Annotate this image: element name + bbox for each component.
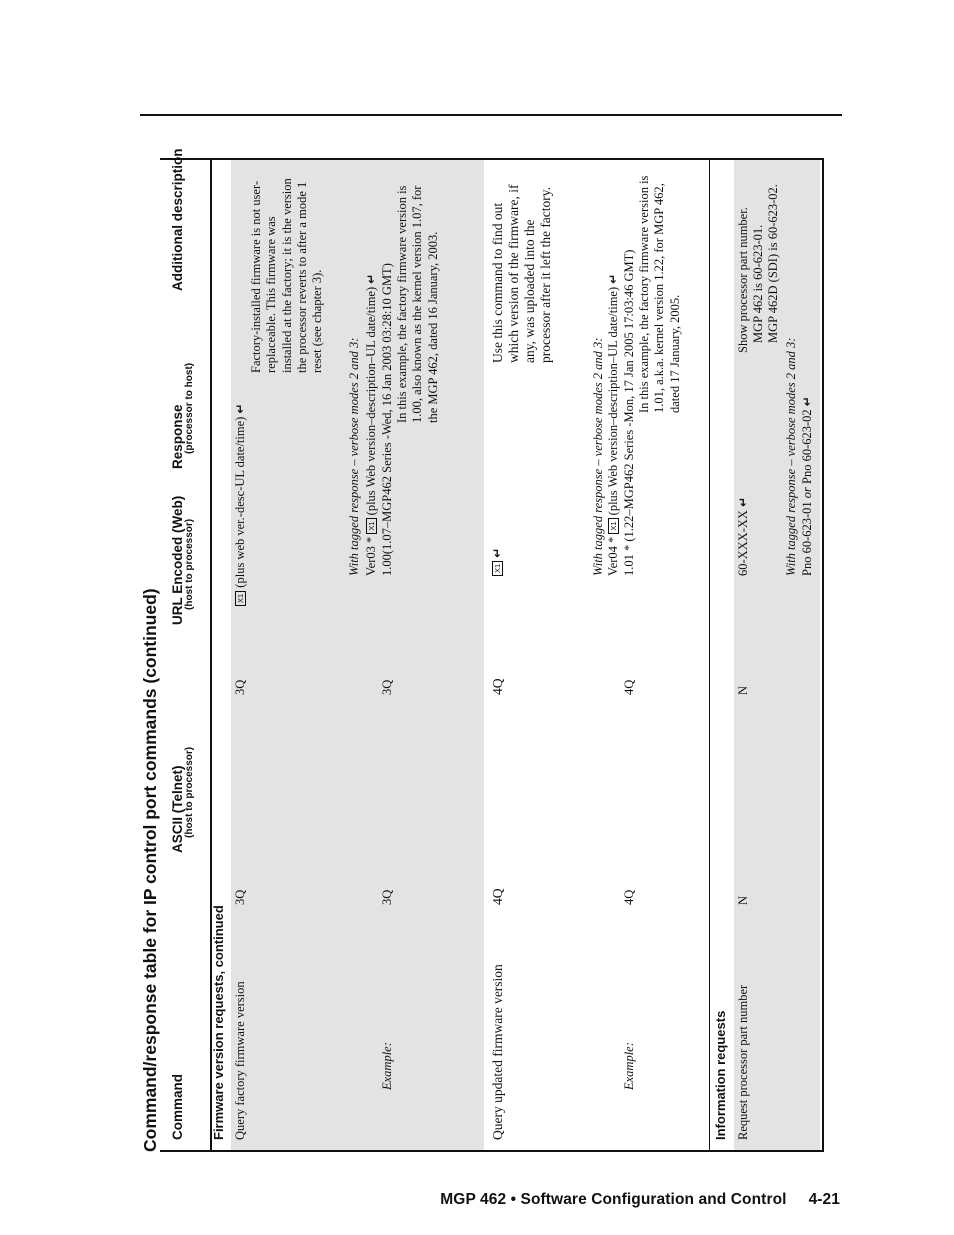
factory-example-description: In this example, the factory firmware version is 1.00, also known as the kernel version 1.07, for the MGP 462, dated 16 January, 2003. (395, 185, 440, 423)
updated-command: Query updated firmware version (490, 964, 505, 1140)
partnum-desc-line1: Show processor part number. (736, 207, 750, 353)
row-updated-band (488, 160, 706, 1150)
command-table (160, 148, 824, 1152)
table-header (160, 148, 212, 1150)
factory-ascii: 3Q (233, 889, 247, 905)
partnum-desc-line3: MGP 462D (SDI) is 60-623-02. (766, 184, 780, 343)
return-icon: ↵ (800, 396, 814, 407)
header-url (170, 496, 195, 625)
return-icon: ↵ (233, 403, 247, 414)
factory-response (233, 403, 248, 606)
partnum-response-text: 60-XXX-XX (736, 510, 750, 576)
return-icon: ↵ (490, 547, 504, 558)
factory-example-ascii: 3Q (380, 889, 394, 905)
row-partnum-band (734, 160, 820, 1150)
updated-example-description: In this example, the factory firmware version is 1.01, a.k.a. kernel version 1.22, for MGP 462, dated 17 January, 2005. (637, 175, 682, 413)
x1-variable-icon: X1 (608, 518, 619, 533)
footer-text: MGP 462 • Software Configuration and Control (440, 1191, 787, 1208)
factory-command: Query factory firmware version (233, 981, 247, 1140)
x1-variable-icon: X1 (492, 561, 503, 576)
factory-url: 3Q (233, 679, 247, 695)
factory-response-text: (plus web ver.-desc-UL date/time) (233, 416, 247, 588)
header-response (170, 363, 195, 469)
page-number: 4-21 (808, 1191, 840, 1208)
factory-description: Factory-installed firmware is not user-replaceable. This firmware was installed at the factory; it is the version the processor reverts to after a mode 1 reset (see chapter 3). (249, 178, 325, 373)
factory-example-response: 1.00(1.07–MGP462 Series -Wed, 16 Jan 2003 03:28:10 GMT) (380, 263, 394, 576)
updated-tagged-response (606, 274, 621, 576)
partnum-url: N (736, 685, 750, 695)
section-information: Information requests (713, 1010, 728, 1140)
partnum-tagged-b: Pno 60-623-02 (800, 409, 814, 484)
updated-example-ascii: 4Q (622, 889, 636, 905)
x1-variable-icon: X1 (366, 518, 377, 533)
partnum-desc-line2: MGP 462 is 60-623-01. (751, 224, 765, 343)
factory-example-url: 3Q (380, 679, 394, 695)
row-factory-band (231, 160, 484, 1150)
factory-tagged-suffix: (plus Web version–description–UL date/time) (364, 286, 378, 516)
updated-tagged-suffix: (plus Web version–description–UL date/time) (606, 286, 620, 516)
updated-tagged-label: With tagged response – verbose modes 2 and 3: (591, 337, 605, 576)
return-icon: ↵ (364, 273, 378, 284)
section-divider (709, 160, 710, 1150)
partnum-response (736, 497, 751, 576)
updated-example-label: Example: (622, 1042, 636, 1090)
header-command: Command (170, 1073, 185, 1140)
header-ascii-label: ASCII (Telnet) (170, 765, 185, 853)
header-ascii-sub: (host to processor) (184, 746, 195, 838)
page-title: Command/response table for IP control port commands (continued) (140, 588, 160, 1152)
top-rule (140, 114, 842, 116)
updated-tagged-prefix: Ver04 * (606, 536, 620, 576)
updated-example-url: 4Q (622, 679, 636, 695)
factory-tagged-label: With tagged response – verbose modes 2 and 3: (347, 337, 361, 576)
section-firmware: Firmware version requests, continued (211, 905, 226, 1140)
updated-url: 4Q (490, 678, 505, 695)
header-ascii (170, 747, 195, 853)
return-icon: ↵ (606, 273, 620, 284)
partnum-ascii: N (736, 895, 750, 905)
updated-example-response: 1.01 * (1.22–MGP462 Series -Mon, 17 Jan 2005 17:03:46 GMT) (622, 249, 636, 576)
partnum-tagged-a: Pno 60-623-01 (800, 501, 814, 576)
return-icon: ↵ (736, 496, 750, 507)
updated-ascii: 4Q (490, 888, 505, 905)
header-description: Additional description (170, 148, 185, 291)
header-url-label: URL Encoded (Web) (170, 495, 185, 625)
page-footer (440, 1191, 840, 1209)
header-response-label: Response (170, 404, 185, 469)
partnum-tagged-or: or (800, 487, 814, 499)
rotated-table-page (140, 140, 824, 1152)
header-url-sub: (host to processor) (184, 518, 195, 610)
factory-example-label: Example: (380, 1042, 394, 1090)
updated-response (490, 548, 505, 576)
partnum-tagged-response (800, 396, 815, 576)
updated-description: Use this command to find out which version of the firmware, if any, was uploaded into the processor after it left the factory. (490, 184, 553, 363)
factory-tagged-prefix: Ver03 * (364, 536, 378, 576)
factory-tagged-response (364, 274, 379, 576)
x1-variable-icon: X1 (235, 591, 246, 606)
partnum-tagged-label: With tagged response – verbose modes 2 and 3: (784, 337, 798, 576)
partnum-command: Request processor part number (736, 984, 750, 1140)
header-response-sub: (processor to host) (184, 362, 195, 454)
